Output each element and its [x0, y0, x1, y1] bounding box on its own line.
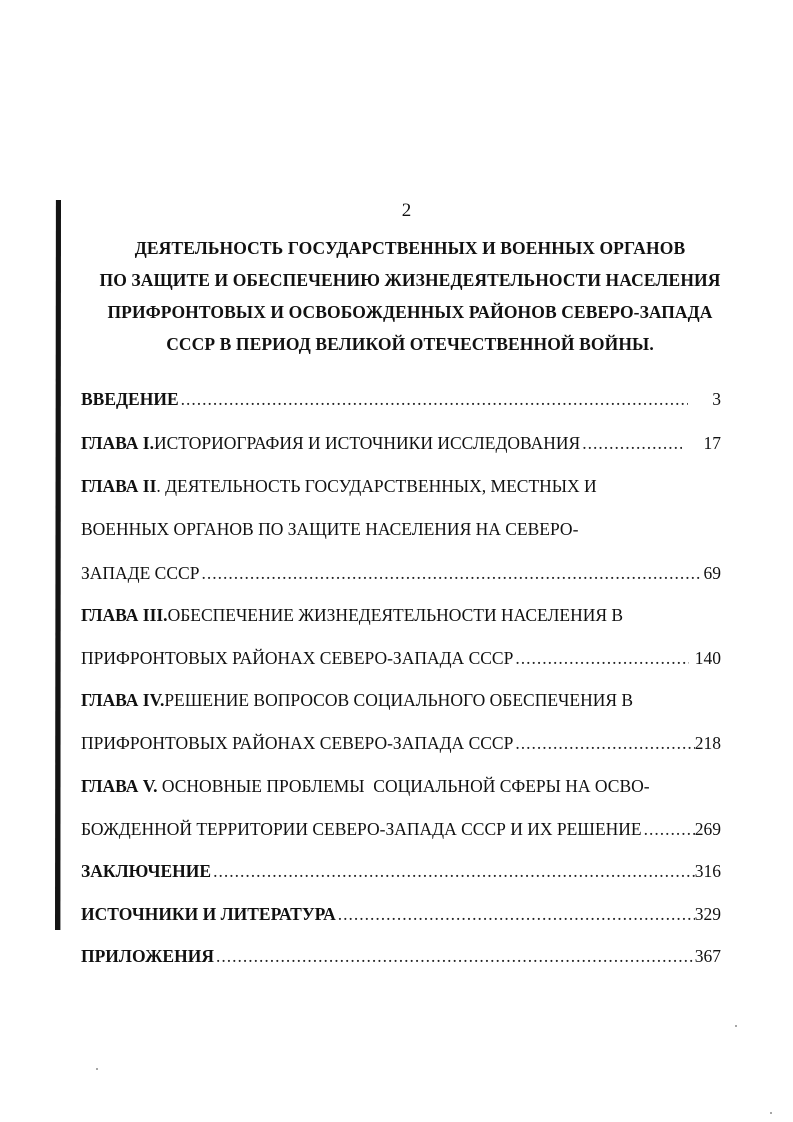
toc-page-number: 69	[703, 563, 721, 583]
toc-entry-chapter-4	[81, 686, 721, 714]
toc-label: ОБЕСПЕЧЕНИЕ ЖИЗНЕДЕЯТЕЛЬНОСТИ НАСЕЛЕНИЯ В	[167, 605, 624, 625]
toc-entry-sources	[81, 900, 721, 928]
toc-entry-conclusion	[81, 857, 721, 885]
toc-label-bold: ГЛАВА IV.	[81, 690, 165, 710]
toc-label-bold: ГЛАВА V.	[81, 776, 158, 796]
toc-entry-chapter-3-end	[81, 644, 721, 672]
toc-entry-chapter-5	[81, 772, 721, 800]
scan-speck	[735, 1025, 737, 1027]
dot-leader	[181, 385, 689, 413]
dot-leader	[338, 900, 695, 928]
toc-label-bold: ПРИЛОЖЕНИЯ	[81, 946, 214, 966]
dot-leader	[213, 857, 695, 885]
toc-page-number: 140	[694, 648, 721, 668]
toc-entry-introduction	[81, 385, 721, 413]
toc-label-bold: ГЛАВА I.	[81, 433, 154, 453]
dot-leader	[515, 729, 694, 757]
toc-entry-chapter-5-end	[81, 815, 721, 843]
toc-page-number: 3	[712, 389, 721, 409]
toc-label: ПРИФРОНТОВЫХ РАЙОНАХ СЕВЕРО-ЗАПАДА СССР	[81, 733, 514, 753]
toc-entry-chapter-2	[81, 472, 721, 500]
dot-leader	[216, 942, 695, 970]
toc-page-number: 367	[694, 946, 721, 966]
toc-page-number: 17	[703, 433, 721, 453]
toc-label-bold: ЗАКЛЮЧЕНИЕ	[81, 861, 212, 881]
toc-entry-chapter-2-end	[81, 559, 721, 587]
toc-entry-chapter-1	[81, 429, 721, 457]
scan-edge-shadow	[55, 200, 61, 930]
toc-label-bold: ИСТОЧНИКИ И ЛИТЕРАТУРА	[81, 904, 336, 924]
scan-speck	[96, 1068, 98, 1070]
title-line: ДЕЯТЕЛЬНОСТЬ ГОСУДАРСТВЕННЫХ И ВОЕННЫХ ОРГАНОВ	[134, 238, 686, 258]
toc-page-number: 269	[694, 819, 721, 839]
toc-label: ЗАПАДЕ СССР	[81, 563, 200, 583]
dot-leader	[515, 644, 688, 672]
toc-entry-chapter-3	[81, 601, 721, 629]
toc-label-bold: ГЛАВА II	[81, 476, 157, 496]
toc-label-bold: ВВЕДЕНИЕ	[81, 389, 179, 409]
toc-label: РЕШЕНИЕ ВОПРОСОВ СОЦИАЛЬНОГО ОБЕСПЕЧЕНИЯ В	[164, 690, 634, 710]
title-line: ПРИФРОНТОВЫХ И ОСВОБОЖДЕННЫХ РАЙОНОВ СЕВЕРО-ЗАПАДА	[107, 302, 713, 322]
toc-label: ИСТОРИОГРАФИЯ И ИСТОЧНИКИ ИССЛЕДОВАНИЯ	[153, 433, 581, 453]
toc-label: БОЖДЕННОЙ ТЕРРИТОРИИ СЕВЕРО-ЗАПАДА СССР И ИХ РЕШЕНИЕ	[81, 819, 642, 839]
title-line: СССР В ПЕРИОД ВЕЛИКОЙ ОТЕЧЕСТВЕННОЙ ВОЙНЫ.	[166, 334, 654, 354]
toc-label-bold: ГЛАВА III.	[81, 605, 168, 625]
toc-label: . ДЕЯТЕЛЬНОСТЬ ГОСУДАРСТВЕННЫХ, МЕСТНЫХ И	[156, 476, 597, 496]
toc-page-number: 218	[694, 733, 721, 753]
scan-speck	[770, 1112, 772, 1114]
title-line: ПО ЗАЩИТЕ И ОБЕСПЕЧЕНИЮ ЖИЗНЕДЕЯТЕЛЬНОСТИ НАСЕЛЕНИЯ	[99, 270, 721, 290]
toc-label: ОСНОВНЫЕ ПРОБЛЕМЫ СОЦИАЛЬНОЙ СФЕРЫ НА ОСВО-	[157, 776, 650, 796]
dot-leader	[644, 815, 695, 843]
toc-label: ПРИФРОНТОВЫХ РАЙОНАХ СЕВЕРО-ЗАПАДА СССР	[81, 648, 514, 668]
toc-page-number: 316	[694, 861, 721, 881]
toc-entry-chapter-4-end	[81, 729, 721, 757]
page-number: 2	[401, 200, 412, 221]
document-title	[65, 232, 755, 360]
toc-entry-appendices	[81, 942, 721, 970]
toc-page-number: 329	[694, 904, 721, 924]
toc-entry-chapter-2-cont	[81, 515, 721, 543]
dot-leader	[582, 429, 681, 457]
toc-label: ВОЕННЫХ ОРГАНОВ ПО ЗАЩИТЕ НАСЕЛЕНИЯ НА СЕВЕРО-	[81, 519, 579, 539]
dot-leader	[201, 559, 701, 587]
